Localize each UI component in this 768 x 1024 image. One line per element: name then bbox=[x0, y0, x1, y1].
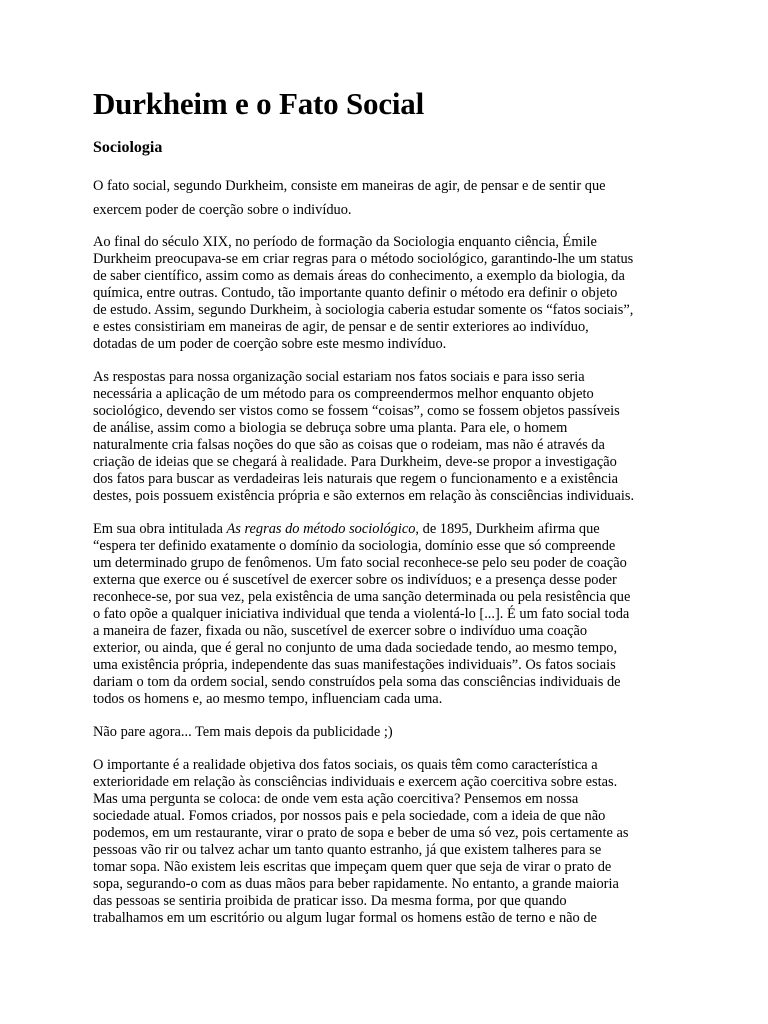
text-line: e estes consistiriam em maneiras de agir, de pensar e de sentir exteriores ao indivíduo, bbox=[93, 319, 589, 335]
text-line: pessoas vão rir ou talvez achar um tanto quanto estranho, já que existem talheres para se bbox=[93, 842, 602, 858]
text-line: naturalmente cria falsas noções do que são as coisas que o rodeiam, mas não é através da bbox=[93, 437, 605, 453]
text-line: externa que exerce ou é suscetível de exercer sobre os indivíduos; e a presença desse poder bbox=[93, 572, 617, 588]
ad-notice: Não pare agora... Tem mais depois da publicidade ;) bbox=[93, 724, 393, 740]
article-category: Sociologia bbox=[93, 139, 163, 156]
text-line: podemos, em um restaurante, virar o prato de sopa e beber de uma só vez, pois certamente as bbox=[93, 825, 629, 841]
book-title: As regras do método sociológico bbox=[226, 521, 416, 537]
text-line: reconhece-se, por sua vez, pela existência de uma sanção determinada ou pela resistência que bbox=[93, 589, 631, 605]
lead-paragraph bbox=[93, 174, 698, 222]
text-line: O fato social, segundo Durkheim, consiste em maneiras de agir, de pensar e de sentir que bbox=[93, 178, 606, 194]
text-line: de saber científico, assim como as demais áreas do conhecimento, a exemplo da biologia, da bbox=[93, 268, 625, 284]
text-run: Em sua obra intitulada bbox=[93, 521, 227, 537]
text-line: dotadas de um poder de coerção sobre este mesmo indivíduo. bbox=[93, 336, 447, 352]
text-line: sociedade atual. Fomos criados, por nossos pais e pela sociedade, com a ideia de que não bbox=[93, 808, 606, 824]
text-line: Durkheim preocupava-se em criar regras para o método sociológico, garantindo-lhe um status bbox=[93, 251, 634, 267]
paragraph-4 bbox=[93, 757, 698, 927]
text-line: sociológico, devendo ser vistos como se fossem “coisas”, como se fossem objetos passíveis bbox=[93, 403, 620, 419]
text-line: o fato opõe a qualquer iniciativa individual que tenda a violentá-lo [...]. É um fato social toda bbox=[93, 606, 630, 622]
paragraph-1 bbox=[93, 234, 698, 353]
text-line: tomar sopa. Não existem leis escritas que impeçam quem quer que seja de virar o prato de bbox=[93, 859, 612, 875]
document-page bbox=[93, 84, 698, 927]
text-line: Ao final do século XIX, no período de formação da Sociologia enquanto ciência, Émile bbox=[93, 234, 597, 250]
text-line: exercem poder de coerção sobre o indivíduo. bbox=[93, 202, 352, 218]
text-line bbox=[93, 521, 698, 538]
text-line: “espera ter definido exatamente o domínio da sociologia, domínio esse que só compreende bbox=[93, 538, 616, 554]
text-run: , de 1895, Durkheim afirma que bbox=[415, 521, 600, 537]
text-line: todos os homens e, ao mesmo tempo, influenciam cada uma. bbox=[93, 691, 443, 707]
text-line: trabalhamos em um escritório ou algum lugar formal os homens estão de terno e não de bbox=[93, 910, 597, 926]
text-line: dos fatos para buscar as verdadeiras leis naturais que regem o funcionamento e a existência bbox=[93, 471, 619, 487]
text-line: Mas uma pergunta se coloca: de onde vem esta ação coercitiva? Pensemos em nossa bbox=[93, 791, 579, 807]
text-line: um determinado grupo de fenômenos. Um fato social reconhece-se pelo seu poder de coação bbox=[93, 555, 627, 571]
text-line: criação de ideias que se chegará à realidade. Para Durkheim, deve-se propor a investigação bbox=[93, 454, 617, 470]
text-line: a maneira de fazer, fixada ou não, suscetível de exercer sobre o indivíduo uma coação bbox=[93, 623, 588, 639]
text-line: de estudo. Assim, segundo Durkheim, à sociologia caberia estudar somente os “fatos sociais”, bbox=[93, 302, 634, 318]
text-line: exterioridade em relação às consciências individuais e exercem ação coercitiva sobre estas. bbox=[93, 774, 618, 790]
article-title: Durkheim e o Fato Social bbox=[93, 86, 425, 121]
text-line: de análise, assim como a biologia se debruça sobre uma planta. Para ele, o homem bbox=[93, 420, 568, 436]
text-line: O importante é a realidade objetiva dos fatos sociais, os quais têm como característica a bbox=[93, 757, 598, 773]
text-line: uma existência própria, independente das suas manifestações individuais”. Os fatos sociais bbox=[93, 657, 616, 673]
text-line: dariam o tom da ordem social, sendo construídos pela soma das consciências individuais de bbox=[93, 674, 621, 690]
paragraph-3 bbox=[93, 521, 698, 708]
text-line: química, entre outras. Contudo, tão importante quanto definir o método era definir o objeto bbox=[93, 285, 618, 301]
text-line: sopa, segurando-o com as duas mãos para beber rapidamente. No entanto, a grande maioria bbox=[93, 876, 619, 892]
text-line: das pessoas se sentiria proibida de praticar isso. Da mesma forma, por que quando bbox=[93, 893, 567, 909]
paragraph-2 bbox=[93, 369, 698, 505]
text-line: As respostas para nossa organização social estariam nos fatos sociais e para isso seria bbox=[93, 369, 585, 385]
text-line: necessária a aplicação de um método para os compreendermos melhor enquanto objeto bbox=[93, 386, 594, 402]
text-line: destes, pois possuem existência própria e são externos em relação às consciências individuais. bbox=[93, 488, 635, 504]
text-line: exterior, ou ainda, que é geral no conjunto de uma dada sociedade tendo, ao mesmo tempo, bbox=[93, 640, 618, 656]
